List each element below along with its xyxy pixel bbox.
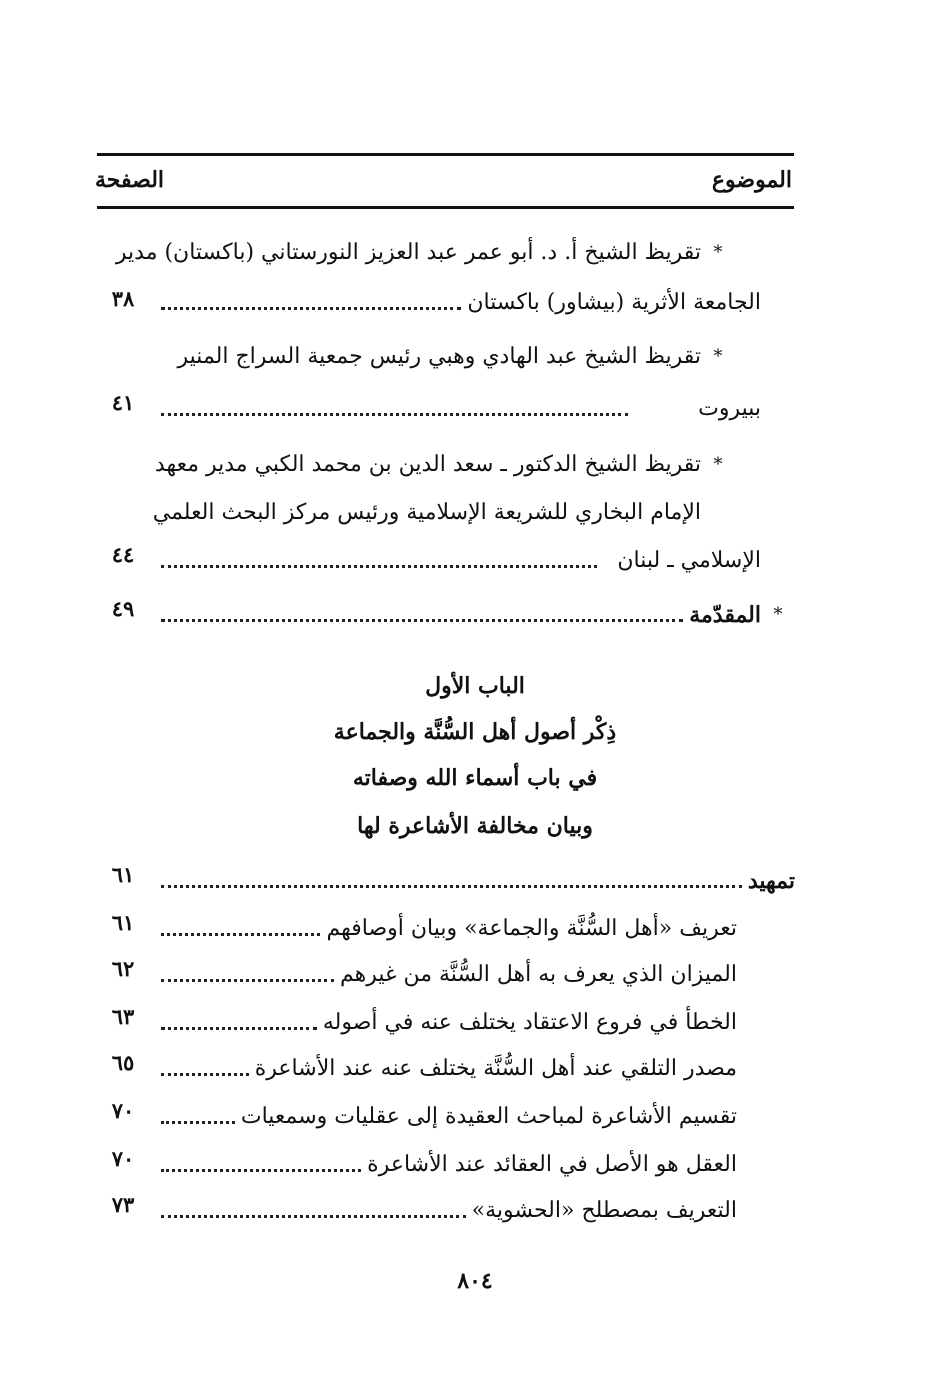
toc-entry-text: تعريف «أهل السُّنَّة والجماعة» وبيان أوصافهم [326, 916, 737, 941]
dot-leader [161, 1069, 249, 1076]
toc-entry-text: تمهيد [747, 868, 795, 894]
chapter-title: ذِكْر أصول أهل السُّنَّة والجماعة [333, 719, 617, 745]
asterisk-bullet: * [713, 454, 723, 475]
toc-entry-text: مصدر التلقي عند أهل السُّنَّة يختلف عنه عند الأشاعرة [254, 1056, 737, 1081]
toc-page-number: ٦١ [111, 910, 135, 935]
toc-entry-text: الإمام البخاري للشريعة الإسلامية ورئيس مركز البحث العلمي [152, 500, 701, 525]
toc-entry-text: الإسلامي ـ لبنان [617, 548, 761, 573]
toc-entry-text: تقريظ الشيخ أ. د. أبو عمر عبد العزيز النورستاني (باكستان) مدير [115, 240, 701, 265]
page-number: ٨٠٤ [457, 1268, 493, 1294]
toc-entry-text: الجامعة الأثرية (بيشاور) باكستان [467, 290, 761, 315]
toc-entry-line [152, 482, 735, 528]
toc-entry-text: تقريظ الشيخ الدكتور ـ سعد الدين بن محمد الكبي مدير معهد [154, 452, 701, 477]
asterisk-bullet: * [713, 346, 723, 367]
toc-entry-line [155, 584, 795, 630]
toc-entry-line [155, 326, 735, 372]
asterisk-bullet: * [713, 242, 723, 263]
toc-entry-text: العقل هو الأصل في العقائد عند الأشاعرة [367, 1152, 737, 1177]
toc-entry-text: الميزان الذي يعرف به أهل السُّنَّة من غيرهم [339, 962, 737, 987]
dot-leader [161, 1211, 466, 1218]
dot-leader [161, 881, 742, 888]
topic-column-header: الموضوع [711, 167, 792, 193]
dot-leader [161, 409, 628, 416]
dot-leader [161, 1165, 361, 1172]
toc-entry-line [155, 944, 795, 990]
dot-leader [161, 1023, 317, 1030]
toc-entry-line [115, 222, 735, 268]
toc-entry-line [155, 1086, 795, 1132]
toc-page-number: ٦١ [111, 862, 135, 887]
toc-page-number: ٧٣ [111, 1192, 135, 1217]
toc-entry-line [155, 850, 795, 896]
toc-entry-text: ببيروت [698, 396, 761, 421]
toc-page-number: ٦٣ [111, 1004, 135, 1029]
dot-leader [161, 615, 683, 622]
toc-entry-line [155, 1134, 795, 1180]
page-column-header: الصفحة [95, 167, 165, 193]
toc-page-number: ٣٨ [111, 286, 135, 311]
dot-leader [161, 1117, 235, 1124]
toc-page-number: ٤١ [111, 390, 135, 415]
toc-page-number: ٧٠ [111, 1098, 135, 1123]
toc-entry-line [155, 992, 795, 1038]
chapter-title: في باب أسماء الله وصفاته [352, 765, 598, 791]
toc-entry-line [155, 434, 735, 480]
toc-entry-line [155, 530, 795, 576]
dot-leader [161, 303, 461, 310]
header-bottom-rule [97, 206, 794, 209]
header-top-rule [97, 153, 794, 156]
asterisk-bullet: * [773, 604, 783, 625]
toc-page-number: ٧٠ [111, 1146, 135, 1171]
dot-leader [161, 929, 320, 936]
toc-page-number: ٤٩ [111, 596, 135, 621]
dot-leader [161, 975, 334, 982]
toc-entry-text: تقريظ الشيخ عبد الهادي وهبي رئيس جمعية السراج المنير [177, 344, 701, 369]
toc-entry-line [155, 378, 795, 424]
chapter-label: الباب الأول [425, 673, 525, 699]
toc-entry-text: تقسيم الأشاعرة لمباحث العقيدة إلى عقليات وسمعيات [240, 1104, 737, 1129]
toc-entry-line [155, 1180, 795, 1226]
toc-page-number: ٦٥ [111, 1050, 135, 1075]
toc-page-number: ٤٤ [111, 542, 135, 567]
toc-entry-line [155, 898, 795, 944]
toc-entry-line [155, 1038, 795, 1084]
toc-page-number: ٦٢ [111, 956, 135, 981]
toc-entry-text: المقدّمة [689, 602, 761, 628]
toc-entry-text: التعريف بمصطلح «الحشوية» [471, 1198, 737, 1223]
toc-entry-line [155, 272, 795, 318]
chapter-title: وبيان مخالفة الأشاعرة لها [357, 813, 593, 839]
dot-leader [161, 561, 597, 568]
toc-entry-text: الخطأ في فروع الاعتقاد يختلف عنه في أصوله [322, 1010, 737, 1035]
